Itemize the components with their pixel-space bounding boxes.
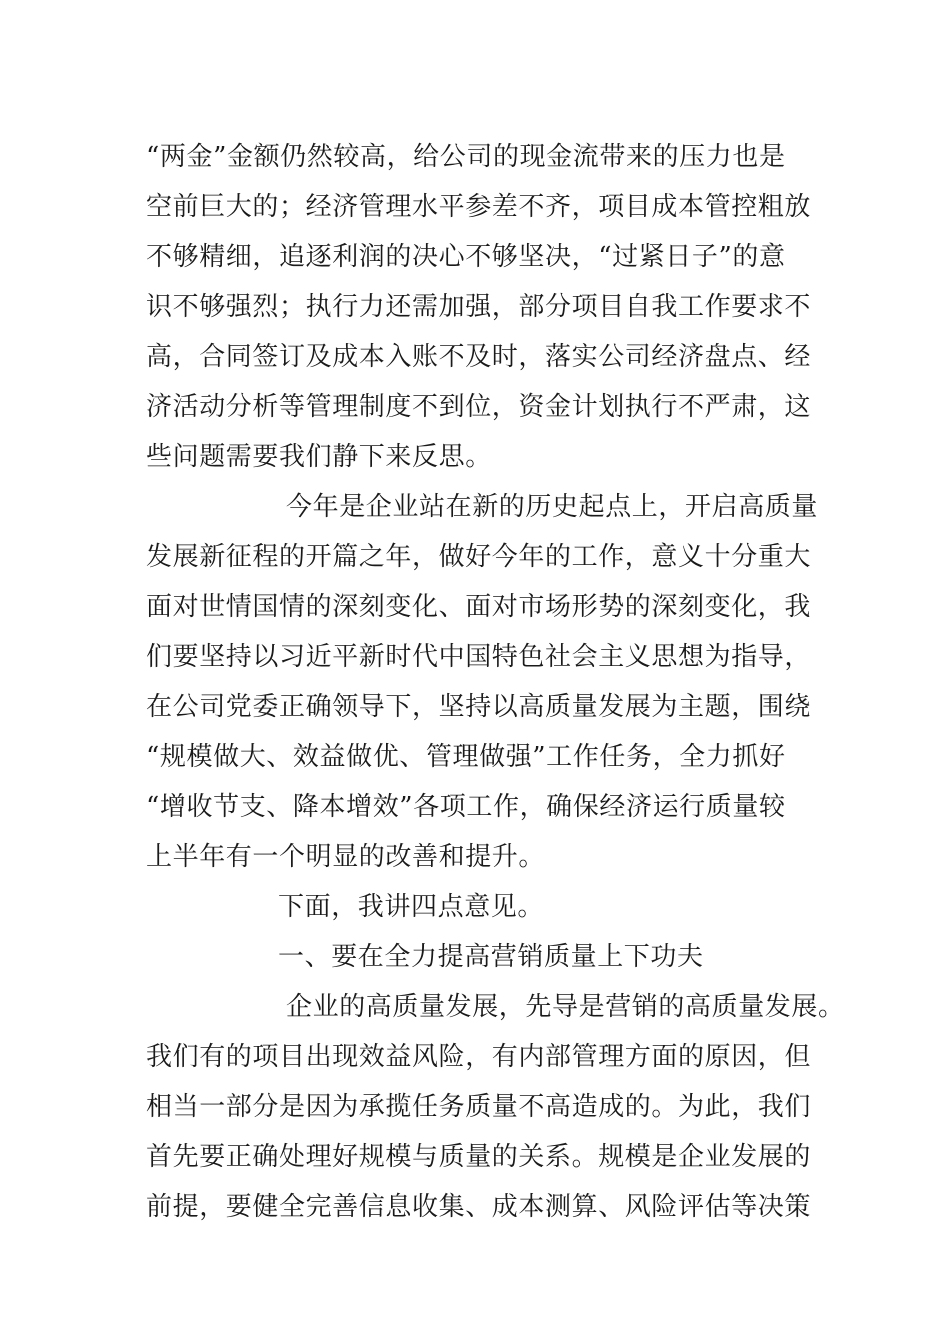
text-line: “增收节支、降本增效”各项工作，确保经济运行质量较 [146, 792, 786, 822]
text-line: 们要坚持以习近平新时代中国特色社会主义思想为指导， [146, 642, 812, 672]
section-heading-1 [146, 932, 836, 982]
text-line: 不够精细，追逐利润的决心不够坚决，“过紧日子”的意 [146, 242, 786, 272]
text-line-indented: 企业的高质量发展，先导是营销的高质量发展。 [286, 992, 845, 1022]
text-line: 济活动分析等管理制度不到位，资金计划执行不严肃，这 [146, 392, 812, 422]
text-line-indented: 今年是企业站在新的历史起点上，开启高质量 [286, 492, 819, 522]
text-line: 首先要正确处理好规模与质量的关系。规模是企业发展的 [146, 1142, 812, 1172]
text-line: 前提，要健全完善信息收集、成本测算、风险评估等决策 [146, 1192, 812, 1222]
paragraph-3 [146, 882, 836, 932]
document-body [146, 132, 845, 1232]
text-line: 识不够强烈；执行力还需加强，部分项目自我工作要求不 [146, 292, 812, 322]
paragraph-4 [146, 982, 845, 1232]
section-heading: 一、要在全力提高营销质量上下功夫 [278, 942, 704, 972]
text-line: “规模做大、效益做优、管理做强”工作任务，全力抓好 [146, 742, 786, 772]
text-line: 在公司党委正确领导下，坚持以高质量发展为主题，围绕 [146, 692, 812, 722]
text-line: 发展新征程的开篇之年，做好今年的工作，意义十分重大 [146, 542, 812, 572]
text-line: “两金”金额仍然较高，给公司的现金流带来的压力也是 [146, 142, 786, 172]
paragraph-1 [146, 132, 836, 482]
text-line-indented: 下面，我讲四点意见。 [278, 892, 545, 922]
text-line: 上半年有一个明显的改善和提升。 [146, 842, 546, 872]
text-line: 高，合同签订及成本入账不及时，落实公司经济盘点、经 [146, 342, 812, 372]
text-line: 我们有的项目出现效益风险，有内部管理方面的原因，但 [146, 1042, 812, 1072]
text-line: 面对世情国情的深刻变化、面对市场形势的深刻变化，我 [146, 592, 812, 622]
text-line: 相当一部分是因为承揽任务质量不高造成的。为此，我们 [146, 1092, 812, 1122]
paragraph-2 [146, 482, 836, 882]
text-line: 些问题需要我们静下来反思。 [146, 442, 492, 472]
text-line: 空前巨大的；经济管理水平参差不齐，项目成本管控粗放 [146, 192, 812, 222]
